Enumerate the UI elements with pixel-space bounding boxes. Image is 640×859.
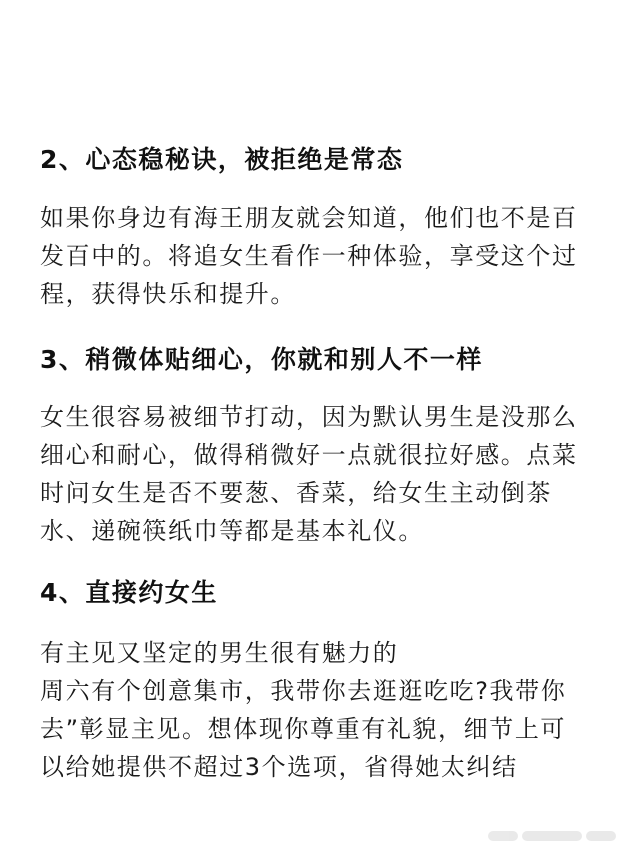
text-line: 以给她提供不超过3个选项，省得她太纠结 <box>40 753 518 781</box>
text-line: 发百中的。将追女生看作一种体验，享受这个过 <box>40 242 578 270</box>
text-line: 水、递碗筷纸巾等都是基本礼仪。 <box>40 517 424 545</box>
watermark <box>488 825 628 847</box>
text-line: 女生很容易被细节打动，因为默认男生是没那么 <box>40 403 578 431</box>
section-heading-3: 3、稍微体贴细心，你就和别人不一样 <box>40 345 483 374</box>
section-body-3 <box>40 398 615 550</box>
text-line: 有主见又坚定的男生很有魅力的 <box>40 639 399 667</box>
section-body-2 <box>40 199 615 313</box>
text-line: 时问女生是否不要葱、香菜，给女生主动倒茶 <box>40 479 552 507</box>
text-line: 去”彰显主见。想体现你尊重有礼貌，细节上可 <box>40 715 567 743</box>
text-line: 程，获得快乐和提升。 <box>40 280 296 308</box>
section-heading-2: 2、心态稳秘诀，被拒绝是常态 <box>40 145 404 174</box>
text-line: 细心和耐心，做得稍微好一点就很拉好感。点菜 <box>40 441 578 469</box>
text-line: 如果你身边有海王朋友就会知道，他们也不是百 <box>40 204 578 232</box>
text-line: 周六有个创意集市，我带你去逛逛吃吃?我带你 <box>40 677 567 705</box>
section-heading-4: 4、直接约女生 <box>40 578 218 607</box>
section-body-4 <box>40 634 615 786</box>
